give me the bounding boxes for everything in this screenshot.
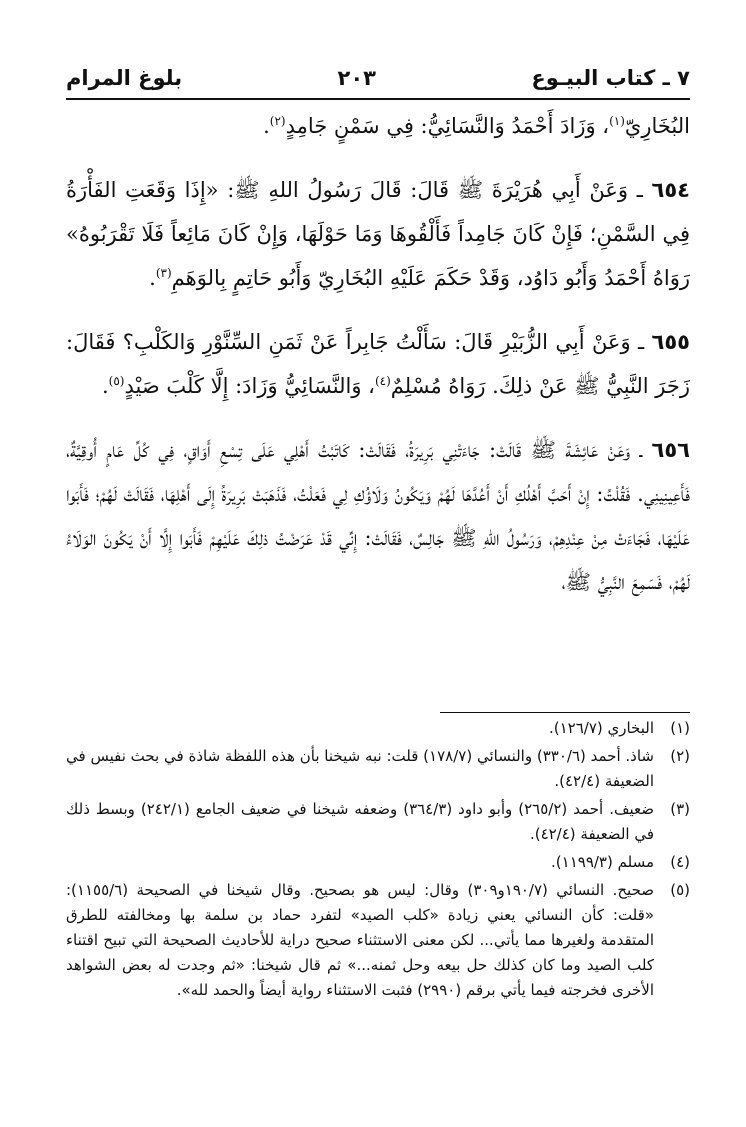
footnote-ref: (١) — [609, 114, 625, 128]
hadith-text: . — [149, 266, 156, 290]
footnote — [66, 797, 690, 847]
hadith-text: ـ وَعَنْ عَائِشَةَ ﷺ قَالَتْ: جَاءَتْنِي بَرِيرَةُ، فَقَالَتْ: كَاتَبْتُ أَهْلِي عَلَى تِسْعِ أَوَاقٍ، فِي كُلِّ عَامٍ أُوقِيَّةٌ، فَأَعِينِينِي. فَقُلْتُ: إِنْ أَحَبَّ أَهْلُكِ أَنْ أَعُدَّهَا لَهُمْ وَيَكُونُ وَلَاؤُكِ لِي فَعَلْتُ، فَذَهَبَتْ بَرِيرَةُ إِلَى أَهْلِهَا، فَقَالَتْ لَهُمْ؛ فَأَبَوا عَلَيْهَا، فَجَاءَتْ مِنْ عِنْدِهِمْ، وَرَسُولُ اللهِ ﷺ جَالِسٌ، فَقَالَتْ: إِنِّي قَدْ عَرَضْتُ ذلِكَ عَلَيْهِمْ فَأَبَوا إِلَّا أَنْ يَكُونَ الوَلَاءُ لَهُمْ، فَسَمِعَ النَّبِيُّ ﷺ، — [66, 438, 690, 594]
hadith-text: ، وَالنَّسَائِيُّ وَزَادَ: إِلَّا كَلْبَ صَيْدٍ — [124, 374, 375, 398]
hadith-text: . — [101, 374, 109, 398]
paragraph-text: ، وَزَادَ أَحْمَدُ وَالنَّسَائِيُّ: فِي سَمْنٍ جَامِدٍ — [285, 114, 610, 138]
footnotes — [66, 716, 690, 1003]
page-body — [66, 104, 690, 604]
paragraph-continuation — [66, 104, 690, 148]
chapter-title: ٧ ـ كتاب البيـوع — [531, 66, 690, 90]
book-title: بلوغ المرام — [66, 66, 183, 90]
hadith-654 — [66, 168, 690, 300]
footnote — [66, 850, 690, 875]
footnote-ref: (٣) — [155, 266, 172, 280]
footnote-number: (١) — [670, 719, 690, 737]
footnote-ref: (٤) — [374, 374, 391, 388]
hadith-text: ـ وَعَنْ أَبِي هُرَيْرَةَ ﷺ قَالَ: قَالَ رَسُولُ اللهِ ﷺ: «إِذَا وَقَعَتِ الفَأْرَةُ فِي السَّمْنِ؛ فَإِنْ كَانَ جَامِداً فَأَلْقُوهَا وَمَا حَوْلَهَا، وَإِنْ كَانَ مَائِعاً فَلَا تَقْرَبُوهُ» رَوَاهُ أَحْمَدُ وَأَبُو دَاوُد، وَقَدْ حَكَمَ عَلَيْهِ البُخَارِيّ وَأَبُو حَاتِمٍ بِالوَهَمِ — [66, 178, 690, 290]
footnote-number: (٢) — [670, 747, 690, 765]
footnote-ref: (٢) — [269, 114, 286, 128]
hadith-656 — [66, 428, 690, 604]
footnote — [66, 878, 690, 1003]
hadith-number: ٦٥٥ — [651, 330, 690, 354]
footnote — [66, 744, 690, 794]
footnote-number: (٥) — [670, 881, 690, 899]
hadith-number: ٦٥٦ — [651, 438, 690, 462]
footnote-text: شاذ. أحمد (٣٣٠/٦) والنسائي (١٧٨/٧) قلت: نبه شيخنا بأن هذه اللفظة شاذة في بحث نفيس في الضعيفة (٤٢/٤). — [66, 747, 654, 790]
page-number: ٢٠٣ — [337, 66, 376, 90]
hadith-number: ٦٥٤ — [651, 178, 690, 202]
footnote — [66, 716, 690, 741]
footnote-text: صحيح. النسائي (١٩٠/٧و٣٠٩) وقال: ليس هو بصحيح. وقال شيخنا في الصحيحة (١١٥٥/٦): «قلت: كأن النسائي يعني زيادة «كلب الصيد» لتفرد حماد بن سلمة بها ومخالفته للطرق المتقدمة ولغيرها مما يأتي... لكن معنى الاستثناء صحيح دراية للأحاديث الصحيحة التي تبيح اقتناء كلب الصيد وما كان كذلك حل بيعه وحل ثمنه...» ثم قال شيخنا: «ثم وجدت له بعض الشواهد الأخرى فخرجته فيما يأتي برقم (٢٩٩٠) فثبت الاستثناء رواية أيضاً والحمد لله». — [66, 881, 654, 999]
page-header — [66, 58, 690, 100]
footnote-text: البخاري (١٢٦/٧). — [548, 719, 654, 737]
footnote-number: (٤) — [670, 853, 690, 871]
footnote-text: ضعيف. أحمد (٢٦٥/٢) وأبو داود (٣٦٤/٣) وضعفه شيخنا في ضعيف الجامع (٢٤٢/١) وبسط ذلك في الضعيفة (٤٢/٤). — [66, 800, 654, 843]
paragraph-text: . — [263, 114, 270, 138]
paragraph-text: البُخَارِيّ — [624, 114, 690, 138]
footnote-text: مسلم (١١٩٩/٣). — [551, 853, 654, 871]
hadith-655 — [66, 320, 690, 408]
footnote-ref: (٥) — [108, 374, 125, 388]
footnote-divider — [440, 712, 690, 713]
footnote-number: (٣) — [670, 800, 690, 818]
hadith-text: ـ وَعَنْ أَبِي الزُّبَيْرِ قَالَ: سَأَلْتُ جَابِراً عَنْ ثَمَنِ السِّنَّوْرِ وَالكَلْبِ؟ فَقَالَ: زَجَرَ النَّبِيُّ ﷺ عَنْ ذلِكَ. رَوَاهُ مُسْلِمٌ — [66, 330, 690, 398]
